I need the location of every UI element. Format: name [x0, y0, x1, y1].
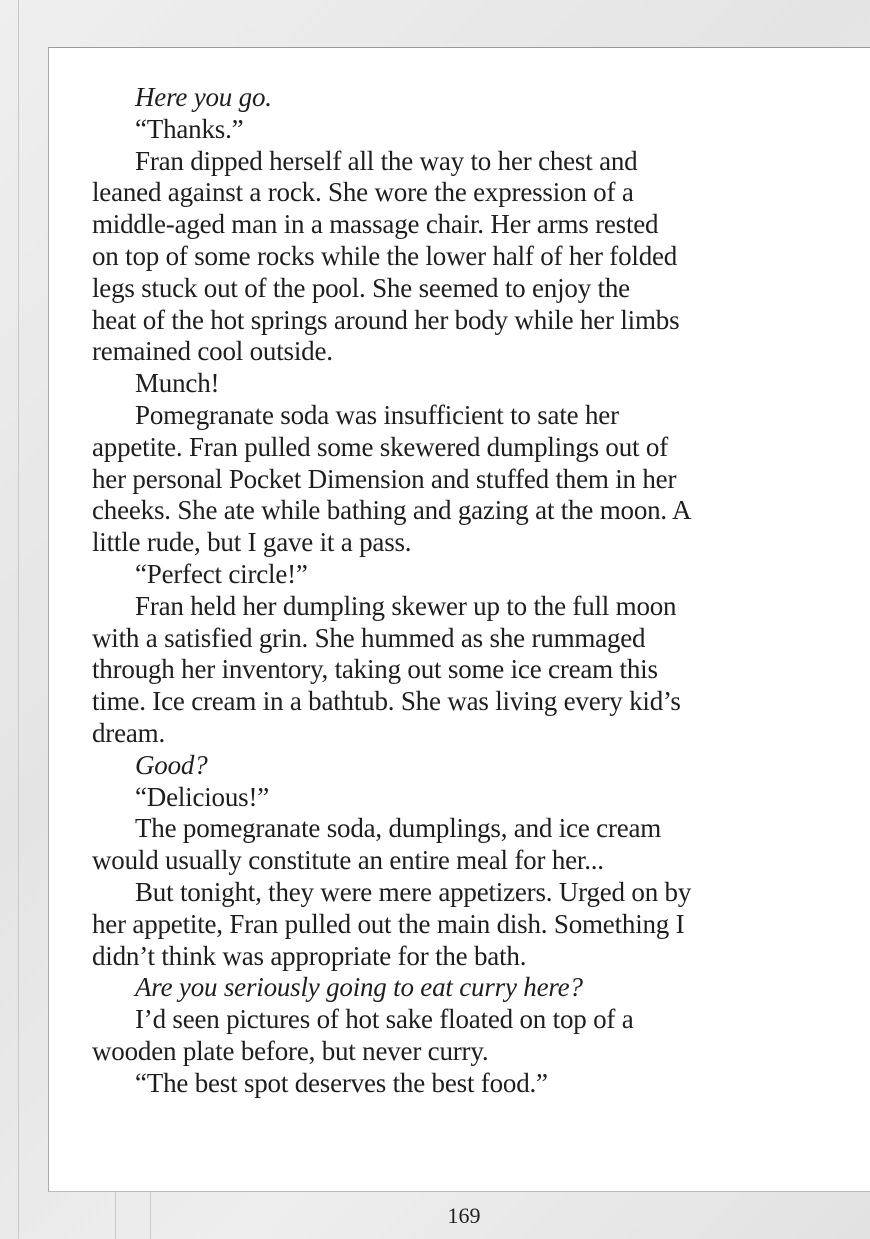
text-line: on top of some rocks while the lower half of her folded — [92, 240, 678, 271]
text-line: The pomegranate soda, dumplings, and ice cream — [135, 813, 662, 844]
text-line: middle-aged man in a massage chair. Her arms rested — [92, 209, 659, 240]
text-line: with a satisfied grin. She hummed as she rummaged — [92, 622, 646, 653]
text-line: “Delicious!” — [135, 781, 270, 812]
text-line: leaned against a rock. She wore the expression of a — [92, 177, 634, 208]
text-line: legs stuck out of the pool. She seemed to enjoy the — [92, 272, 630, 303]
text-line: her personal Pocket Dimension and stuffed them in her — [92, 463, 677, 494]
text-line: “Perfect circle!” — [135, 558, 308, 589]
text-line: “The best spot deserves the best food.” — [135, 1067, 548, 1098]
text-line: Munch! — [135, 368, 220, 399]
text-line: But tonight, they were mere appetizers. Urged on by — [135, 876, 692, 907]
text-line: through her inventory, taking out some ice cream this — [92, 654, 658, 685]
text-line: would usually constitute an entire meal for her... — [92, 845, 604, 876]
text-line: time. Ice cream in a bathtub. She was living every kid’s — [92, 686, 681, 717]
page-number: 169 — [447, 1203, 481, 1228]
text-line: appetite. Fran pulled some skewered dumplings out of — [92, 431, 668, 462]
text-line: remained cool outside. — [92, 336, 333, 367]
text-line: wooden plate before, but never curry. — [92, 1035, 489, 1066]
text-line: heat of the hot springs around her body while her limbs — [92, 304, 680, 335]
text-line: Fran dipped herself all the way to her chest and — [135, 145, 638, 176]
text-line: Pomegranate soda was insufficient to sate her — [135, 399, 619, 430]
text-line: Are you seriously going to eat curry here? — [135, 972, 583, 1003]
text-line: her appetite, Fran pulled out the main dish. Something I — [92, 908, 685, 939]
text-line: “Thanks.” — [135, 113, 244, 144]
text-line: didn’t think was appropriate for the bath. — [92, 940, 527, 971]
text-line: dream. — [92, 717, 166, 748]
text-line: little rude, but I gave it a pass. — [92, 527, 412, 558]
text-line: Here you go. — [135, 82, 272, 112]
text-line: Good? — [135, 749, 208, 780]
body-text — [92, 82, 691, 1100]
text-line: I’d seen pictures of hot sake floated on top of a — [135, 1004, 634, 1035]
decorative-border-line — [18, 0, 19, 1239]
text-line: Fran held her dumpling skewer up to the full moon — [135, 590, 677, 621]
text-line: cheeks. She ate while bathing and gazing at the moon. A — [92, 495, 692, 526]
